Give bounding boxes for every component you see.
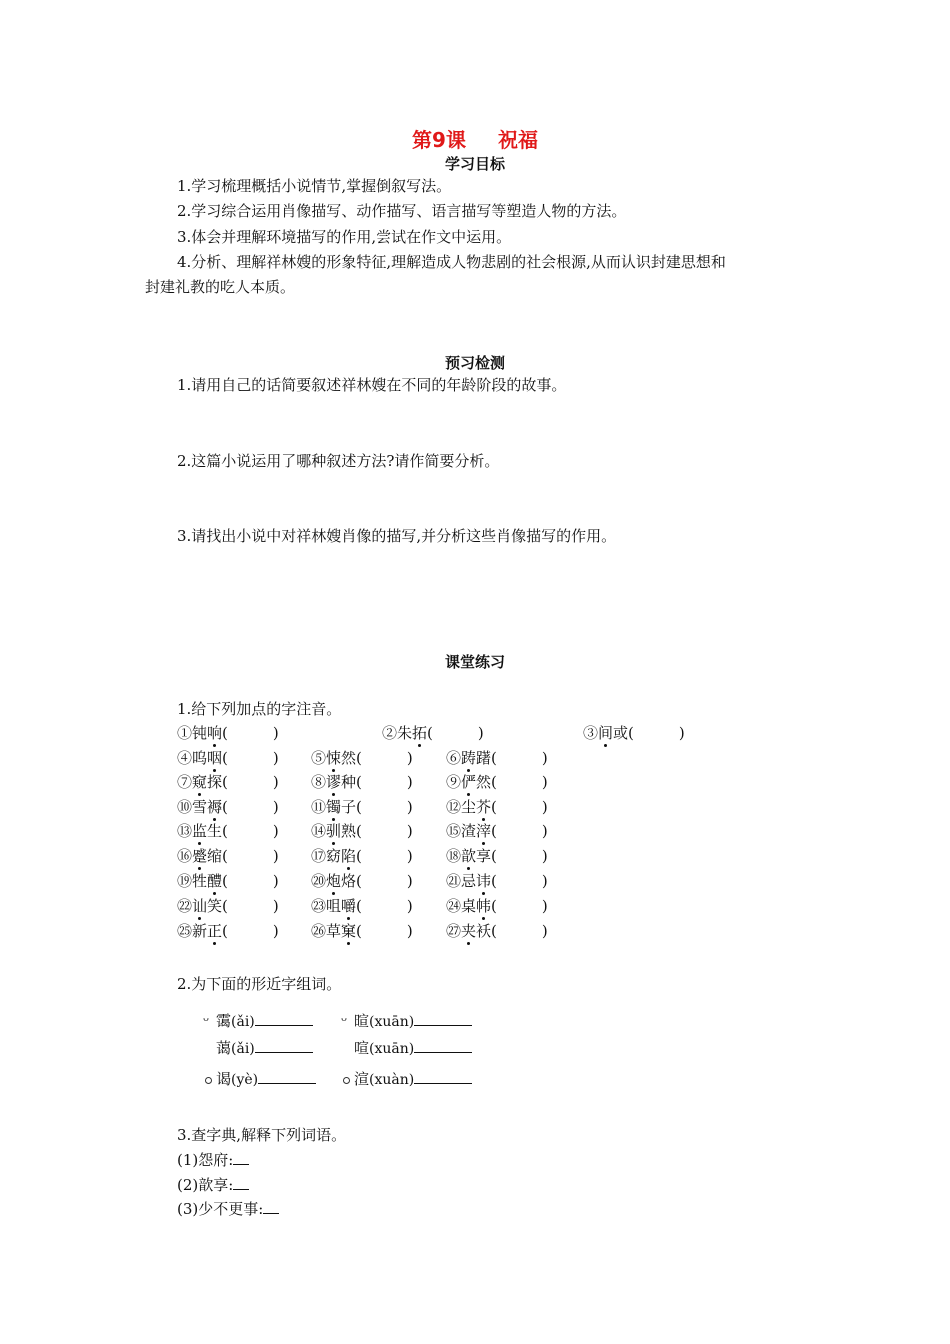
pinyin-item [311, 771, 413, 792]
objective-1: 1.学习梳理概括小说情节,掌握倒叙写法。 [177, 177, 452, 195]
pinyin-answer-parens[interactable]: ( ) [222, 897, 279, 915]
word-suffix: 然 [341, 749, 357, 767]
dotted-char: 监 [192, 822, 208, 840]
item-number: ⑪ [311, 798, 327, 816]
item-number: ⑨ [446, 773, 462, 791]
objective-4: 4.分析、理解祥林嫂的形象特征,理解造成人物悲剧的社会根源,从而认识封建思想和 [177, 253, 726, 271]
answer-blank[interactable] [263, 1213, 279, 1214]
lesson-number: 第9课 [412, 128, 466, 152]
item-number: ⑳ [311, 872, 327, 890]
dotted-char: 俨 [461, 773, 477, 791]
item-number: ㉔ [446, 897, 462, 915]
objectives-heading: 学习目标 [444, 155, 505, 173]
dotted-char: 拓 [412, 724, 428, 742]
answer-blank[interactable] [414, 1052, 472, 1053]
item-number: ② [382, 724, 398, 742]
pinyin-answer-parens[interactable]: ( ) [356, 897, 413, 915]
define-item-3: (3)少不更事: [177, 1197, 279, 1222]
pinyin-answer-parens[interactable]: ( ) [491, 749, 548, 767]
item-number: ㉑ [446, 872, 462, 890]
pinyin-item [177, 722, 279, 743]
pinyin-item [446, 747, 548, 768]
pinyin-item [583, 722, 685, 743]
practice-q2-prompt: 2.为下面的形近字组词。 [177, 975, 342, 993]
similar-char-1: 霭(ǎi) [216, 1010, 313, 1031]
dotted-char: 芥 [476, 798, 492, 816]
preview-q1: 1.请用自己的话简要叙述祥林嫂在不同的年龄阶段的故事。 [177, 376, 567, 394]
dotted-char: 正 [207, 922, 223, 940]
pinyin-answer-parens[interactable]: ( ) [222, 798, 279, 816]
pinyin-answer-parens[interactable]: ( ) [222, 749, 279, 767]
define-item-2: (2)歆享: [177, 1173, 249, 1198]
item-number: ⑦ [177, 773, 193, 791]
pinyin-item [446, 895, 548, 916]
word-prefix: 尘 [461, 798, 477, 816]
dotted-char: 讪 [192, 897, 208, 915]
similar-char-2: 蔼(ǎi) [216, 1037, 313, 1058]
item-number: ⑭ [311, 822, 327, 840]
lesson-title [0, 124, 950, 153]
preview-heading: 预习检测 [444, 354, 505, 372]
word-prefix: 朱 [397, 724, 413, 742]
pinyin-answer-parens[interactable]: ( ) [356, 773, 413, 791]
pinyin-answer-parens[interactable]: ( ) [356, 847, 413, 865]
word-suffix: 种 [341, 773, 357, 791]
dotted-char: 间 [598, 724, 614, 742]
word-suffix: 烙 [341, 872, 357, 890]
dotted-char: 蹙 [192, 847, 208, 865]
word-prefix: 呜 [192, 749, 208, 767]
answer-blank[interactable] [255, 1052, 313, 1053]
pinyin-item [177, 895, 279, 916]
dotted-char: 窠 [341, 922, 357, 940]
dotted-char: 歆 [461, 847, 477, 865]
item-number: ㉓ [311, 897, 327, 915]
item-number: ⑬ [177, 822, 193, 840]
word-suffix: 笑 [207, 897, 223, 915]
answer-blank[interactable] [233, 1189, 249, 1190]
pinyin-answer-parens[interactable]: ( ) [356, 749, 413, 767]
pinyin-answer-parens[interactable]: ( ) [222, 822, 279, 840]
pinyin-item [177, 870, 279, 891]
dotted-char: 驯 [326, 822, 342, 840]
objective-3: 3.体会并理解环境描写的作用,尝试在作文中运用。 [177, 228, 512, 246]
pinyin-answer-parens[interactable]: ( ) [356, 922, 413, 940]
answer-blank[interactable] [414, 1025, 472, 1026]
preview-q2: 2.这篇小说运用了哪种叙述方法?请作简要分析。 [177, 452, 500, 470]
item-number: ③ [583, 724, 599, 742]
pinyin-item [311, 895, 413, 916]
word-suffix: 熟 [341, 822, 357, 840]
pinyin-item [446, 920, 548, 941]
pinyin-answer-parens[interactable]: ( ) [628, 724, 685, 742]
practice-heading: 课堂练习 [444, 653, 505, 671]
bracket-mark-icon: ᴗ [203, 1013, 210, 1024]
word-suffix: 享 [476, 847, 492, 865]
item-number: ⑫ [446, 798, 462, 816]
pinyin-item [177, 796, 279, 817]
pinyin-item [177, 820, 279, 841]
word-prefix: 牲 [192, 872, 208, 890]
dotted-char: 炮 [326, 872, 342, 890]
pinyin-item [446, 771, 548, 792]
dotted-char: 帏 [476, 897, 492, 915]
pinyin-answer-parens[interactable]: ( ) [491, 922, 548, 940]
pinyin-item [382, 722, 484, 743]
dotted-char: 悚 [326, 749, 342, 767]
define-item-1: (1)怨府: [177, 1148, 249, 1173]
similar-char-4: 暄(xuān) [354, 1010, 472, 1031]
item-number: ⑱ [446, 847, 462, 865]
pinyin-answer-parens[interactable]: ( ) [491, 847, 548, 865]
pinyin-answer-parens[interactable]: ( ) [491, 798, 548, 816]
pinyin-answer-parens[interactable]: ( ) [356, 872, 413, 890]
pinyin-item [177, 747, 279, 768]
circle-mark-icon [343, 1077, 350, 1084]
item-number: ⑯ [177, 847, 193, 865]
dotted-char: 滓 [476, 822, 492, 840]
answer-blank[interactable] [233, 1164, 249, 1165]
pinyin-answer-parens[interactable]: ( ) [491, 872, 548, 890]
dotted-char: 讳 [476, 872, 492, 890]
item-number: ㉕ [177, 922, 193, 940]
word-suffix: 探 [207, 773, 223, 791]
word-suffix: 生 [207, 822, 223, 840]
word-suffix: 袄 [476, 922, 492, 940]
word-prefix: 渣 [461, 822, 477, 840]
pinyin-item [311, 845, 413, 866]
item-number: ㉖ [311, 922, 327, 940]
similar-char-3: 谒(yè) [216, 1068, 316, 1089]
pinyin-answer-parens[interactable]: ( ) [222, 724, 279, 742]
bracket-mark-icon: ᴗ [341, 1013, 348, 1024]
dotted-char: 镯 [326, 798, 342, 816]
answer-blank[interactable] [255, 1025, 313, 1026]
pinyin-answer-parens[interactable]: ( ) [356, 822, 413, 840]
pinyin-item [311, 796, 413, 817]
similar-char-6: 渲(xuàn) [354, 1068, 472, 1089]
dotted-char: 窥 [192, 773, 208, 791]
word-prefix: 窈 [326, 847, 342, 865]
dotted-char: 谬 [326, 773, 342, 791]
preview-q3: 3.请找出小说中对祥林嫂肖像的描写,并分析这些肖像描写的作用。 [177, 527, 617, 545]
pinyin-answer-parens[interactable]: ( ) [222, 922, 279, 940]
dotted-char: 夹 [461, 922, 477, 940]
item-number: ⑧ [311, 773, 327, 791]
item-number: ⑮ [446, 822, 462, 840]
word-suffix: 子 [341, 798, 357, 816]
word-prefix: 桌 [461, 897, 477, 915]
dotted-char: 褥 [207, 798, 223, 816]
practice-q1-prompt: 1.给下列加点的字注音。 [177, 700, 342, 718]
pinyin-item [446, 820, 548, 841]
item-number: ㉒ [177, 897, 193, 915]
word-suffix: 然 [476, 773, 492, 791]
word-prefix: 钝 [192, 724, 208, 742]
objective-2: 2.学习综合运用肖像描写、动作描写、语言描写等塑造人物的方法。 [177, 202, 627, 220]
pinyin-answer-parens[interactable]: ( ) [427, 724, 484, 742]
pinyin-answer-parens[interactable]: ( ) [491, 822, 548, 840]
word-prefix: 雪 [192, 798, 208, 816]
pinyin-item [311, 747, 413, 768]
pinyin-item [177, 920, 279, 941]
dotted-char: 嚼 [341, 897, 357, 915]
item-number: ㉗ [446, 922, 462, 940]
objective-4-cont: 封建礼教的吃人本质。 [145, 278, 296, 296]
pinyin-item [177, 771, 279, 792]
pinyin-item [311, 870, 413, 891]
word-suffix: 缩 [207, 847, 223, 865]
dotted-char: 响 [207, 724, 223, 742]
word-prefix: 新 [192, 922, 208, 940]
item-number: ① [177, 724, 193, 742]
dotted-char: 醴 [207, 872, 223, 890]
circle-mark-icon [205, 1077, 212, 1084]
word-suffix: 躇 [476, 749, 492, 767]
pinyin-answer-parens[interactable]: ( ) [491, 773, 548, 791]
item-number: ④ [177, 749, 193, 767]
dotted-char: 踌 [461, 749, 477, 767]
pinyin-item [177, 845, 279, 866]
item-number: ⑰ [311, 847, 327, 865]
word-prefix: 咀 [326, 897, 342, 915]
pinyin-item [446, 845, 548, 866]
pinyin-item [446, 796, 548, 817]
dotted-char: 陷 [341, 847, 357, 865]
pinyin-answer-parens[interactable]: ( ) [356, 798, 413, 816]
answer-blank[interactable] [414, 1083, 472, 1084]
pinyin-answer-parens[interactable]: ( ) [491, 897, 548, 915]
dotted-char: 咽 [207, 749, 223, 767]
word-prefix: 草 [326, 922, 342, 940]
item-number: ⑥ [446, 749, 462, 767]
word-prefix: 忌 [461, 872, 477, 890]
practice-q3-prompt: 3.查字典,解释下列词语。 [177, 1126, 347, 1144]
answer-blank[interactable] [258, 1083, 316, 1084]
pinyin-answer-parens[interactable]: ( ) [222, 872, 279, 890]
similar-char-5: 喧(xuān) [354, 1037, 472, 1058]
word-suffix: 或 [613, 724, 629, 742]
pinyin-item [311, 820, 413, 841]
pinyin-answer-parens[interactable]: ( ) [222, 773, 279, 791]
item-number: ⑩ [177, 798, 193, 816]
item-number: ⑤ [311, 749, 327, 767]
pinyin-item [446, 870, 548, 891]
lesson-name: 祝福 [497, 128, 538, 152]
pinyin-item [311, 920, 413, 941]
pinyin-answer-parens[interactable]: ( ) [222, 847, 279, 865]
item-number: ⑲ [177, 872, 193, 890]
